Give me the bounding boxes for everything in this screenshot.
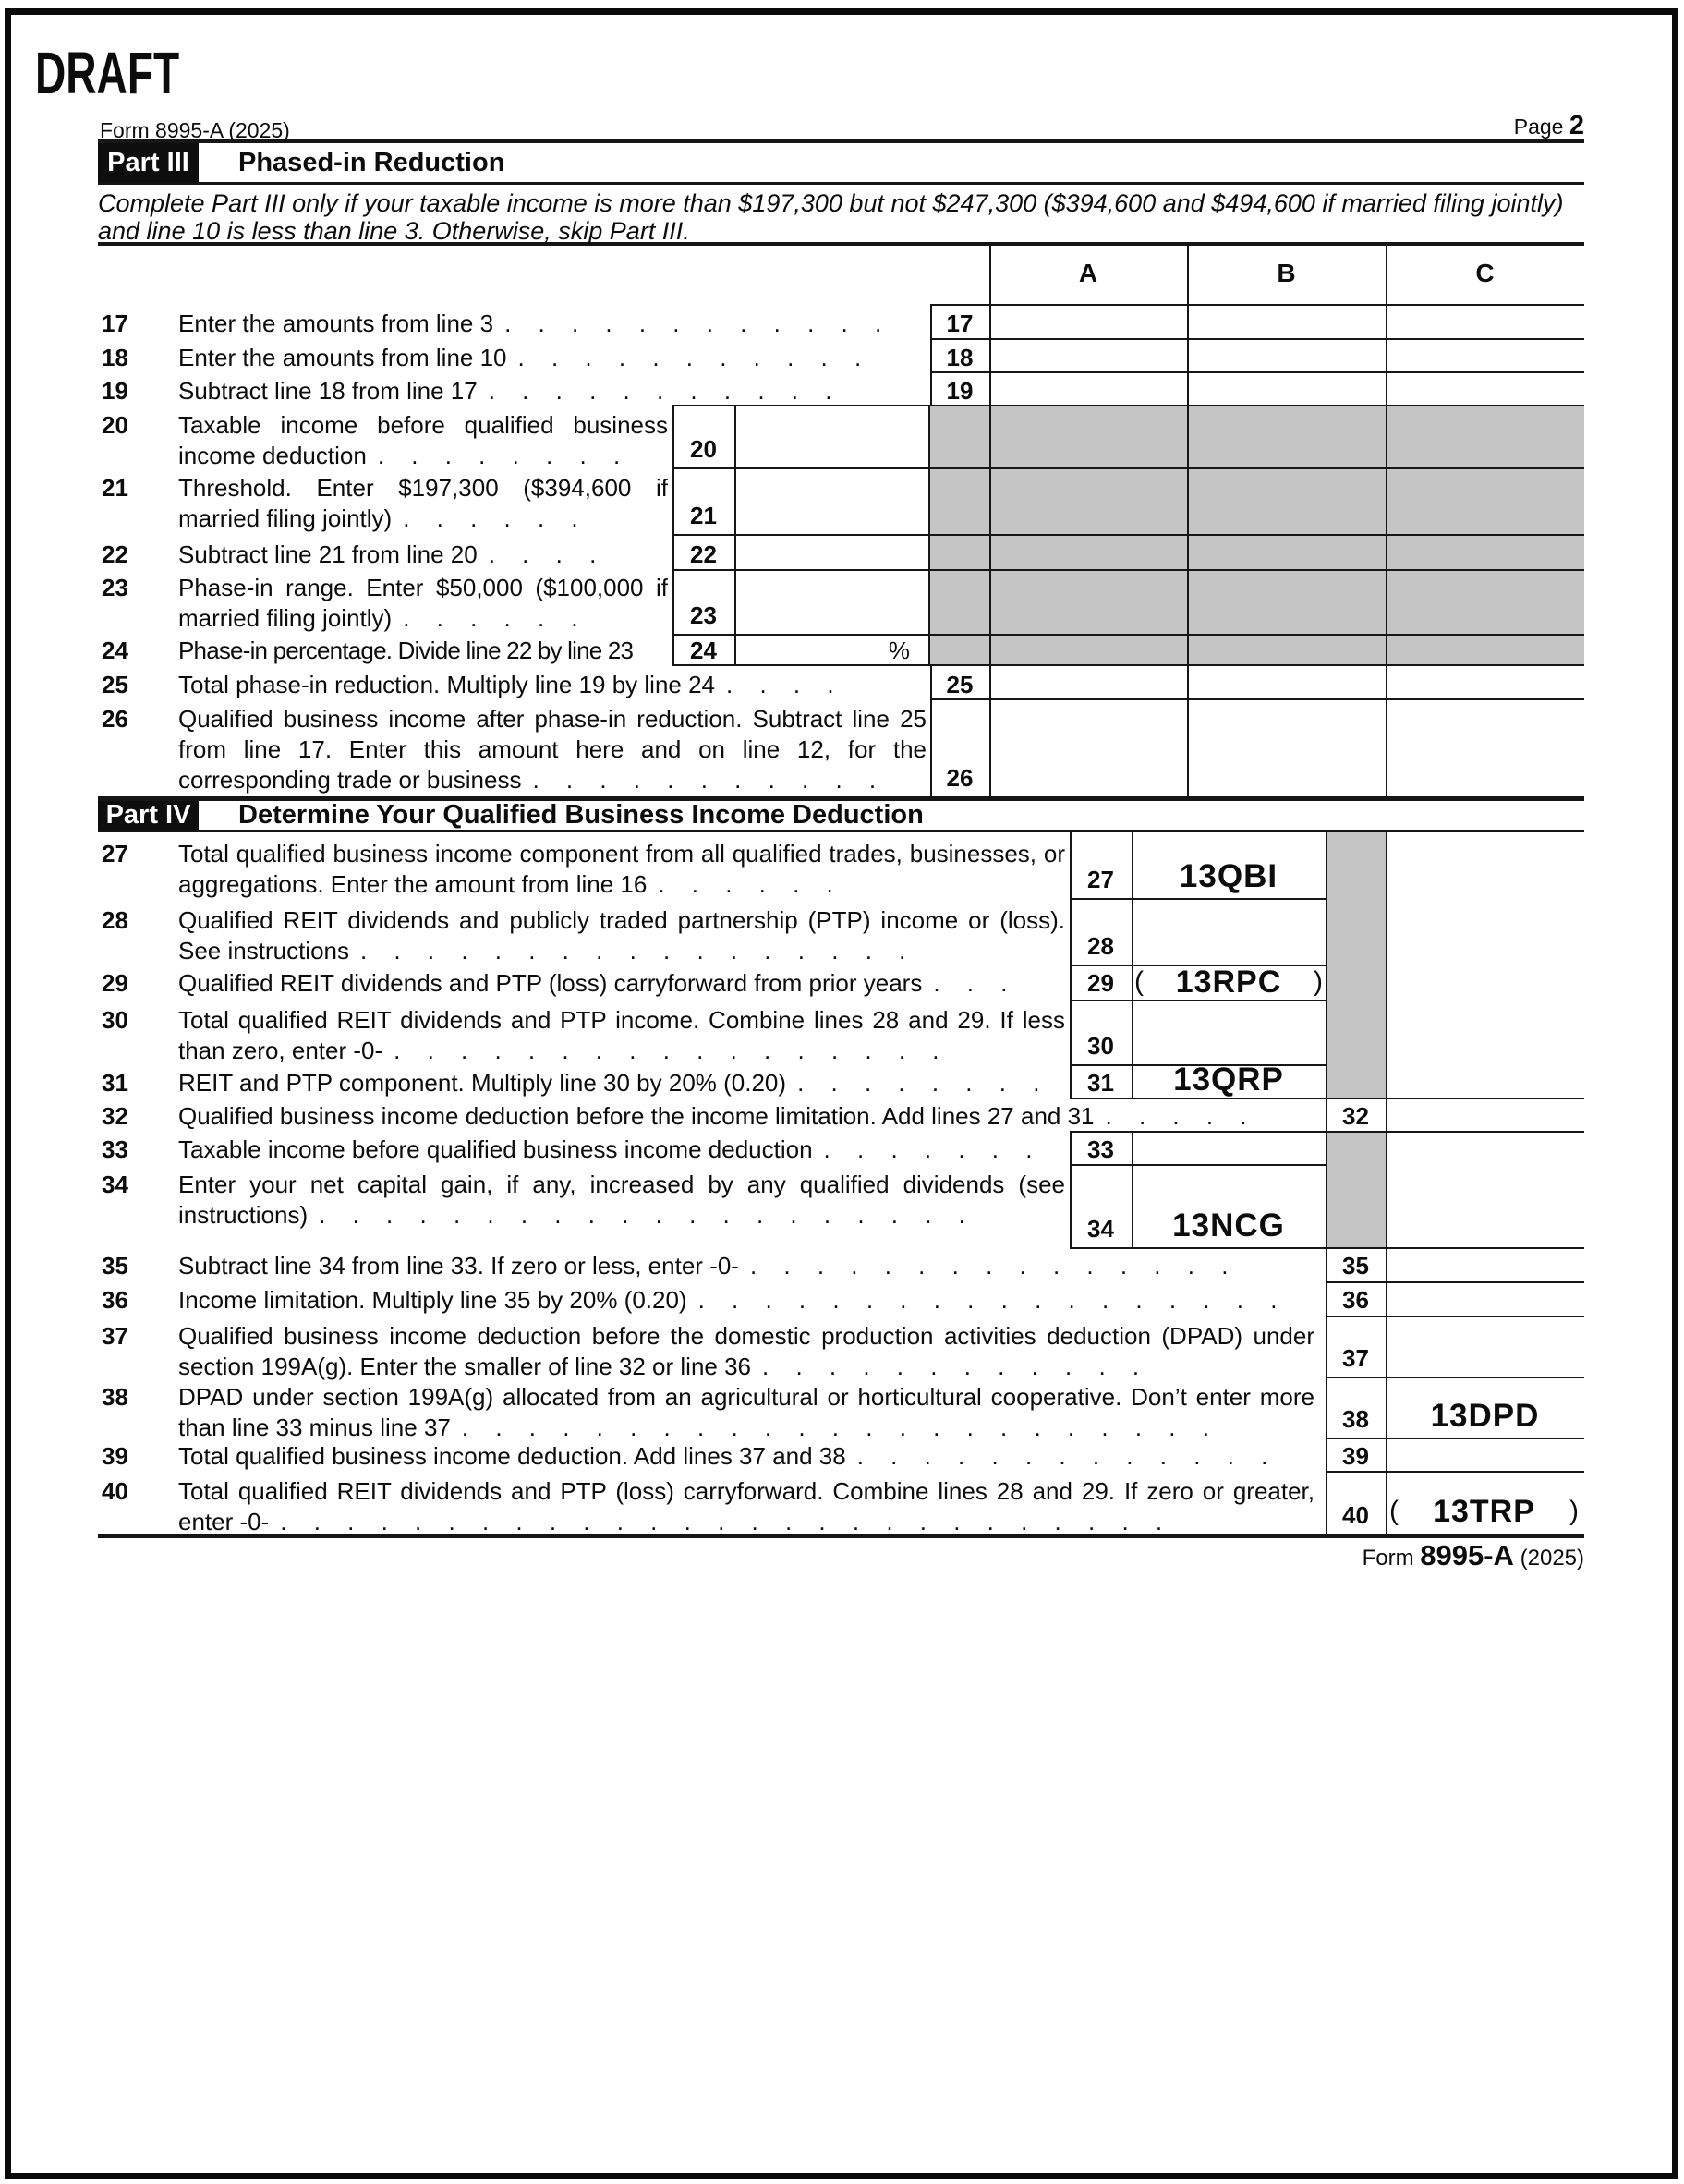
entry-line30 [1132,1001,1326,1062]
grid-line [672,467,1584,469]
part4-label: Part IV [98,801,199,830]
cell-line25-colA [989,666,1187,697]
line24-box-number: 24 [690,637,717,664]
cell-line26-colC [1386,700,1584,795]
line21-number: 21 [102,474,128,502]
line28-box-number: 28 [1087,932,1114,960]
grid-line [930,698,1584,700]
line40-description: Total qualified REIT dividends and PTP (loss) carryforward. Combine lines 28 and 29. If zero or greater, enter -0- . . . . . . . . . . . . . . . . . . . . . . . . . . . [178,1477,1314,1535]
footer-form-number: 8995-A [1420,1539,1514,1571]
line40-open-paren: ( [1389,1496,1399,1526]
line36-box-number: 36 [1342,1286,1369,1314]
grid-line [1070,898,1326,900]
line25-box-number: 25 [946,671,974,698]
grid-line [928,405,930,664]
cell-line17-colC [1386,306,1584,336]
grid-line [1326,1438,1584,1439]
cell-line19-colA [989,373,1187,403]
grid-line [1187,405,1189,664]
grid-line [1386,304,1387,405]
line30-description: Total qualified REIT dividends and PTP income. Combine lines 28 and 29. If less than zero, enter -0- . . . . . . . . . . . . . . . . . [178,1006,1065,1064]
line22-description: Subtract line 21 from line 20 . . . . [178,540,607,568]
footer-form-word: Form [1362,1546,1414,1571]
cell-line17-colB [1187,306,1386,336]
line29-open-paren: ( [1134,966,1144,997]
entry-line32 [1386,1099,1584,1129]
line24-number: 24 [102,637,128,664]
entry-line28 [1132,900,1326,963]
line21-description: Threshold. Enter $197,300 ($394,600 if married filing jointly) . . . . . . [178,474,668,532]
line18-number: 18 [102,344,128,371]
line23-description: Phase-in range. Enter $50,000 ($100,000 if married filing jointly) . . . . . . [178,574,668,632]
footer-year: (2025) [1520,1546,1584,1571]
grid-line [1187,664,1189,796]
line38-box-number: 38 [1342,1405,1369,1433]
line19-number: 19 [102,377,128,405]
line25-description: Total phase-in reduction. Multiply line 19 by line 24 . . . . [178,671,844,698]
cell-line18-colC [1386,340,1584,370]
line32-description: Qualified business income deduction before the income limitation. Add lines 27 and 31 . . . . . [178,1102,1257,1130]
grid-line [1386,664,1387,796]
line40-box-number: 40 [1342,1501,1369,1529]
line31-box-number: 31 [1087,1069,1114,1097]
line18-description: Enter the amounts from line 10 . . . . . . . . . . . [178,344,872,371]
entry-line36 [1386,1283,1584,1314]
line35-box-number: 35 [1342,1252,1369,1280]
page-number: 2 [1569,111,1584,140]
line28-number: 28 [102,906,128,934]
grid-line [989,304,991,405]
grid-line [1326,1316,1584,1317]
part4-title: Determine Your Qualified Business Income Deduction [238,800,924,830]
part3-label: Part III [98,143,199,182]
line25-number: 25 [102,671,128,698]
line36-description: Income limitation. Multiply line 35 by 20% (0.20) . . . . . . . . . . . . . . . . . . [178,1286,1288,1314]
line31-entry-value: 13QRP [1173,1062,1284,1098]
draft-watermark: DRAFT [35,40,180,106]
grid-line [1386,405,1387,664]
grid-line [672,534,1584,536]
column-header-c: C [1475,259,1495,287]
line37-box-number: 37 [1342,1344,1369,1372]
page-label: Page [1513,115,1564,139]
cell-line19-colB [1187,373,1386,403]
entry-line20 [734,406,928,466]
line19-description: Subtract line 18 from line 17 . . . . . . . . . . . [178,377,842,405]
entry-line23 [734,571,928,632]
cell-line25-colC [1386,666,1584,697]
line29-description: Qualified REIT dividends and PTP (loss) carryforward from prior years . . . [178,969,1018,997]
form-id: Form 8995-A (2025) [100,118,290,142]
line30-number: 30 [102,1006,128,1034]
line17-box-number: 17 [946,309,974,337]
line40-entry-value [1389,1493,1579,1530]
cell-line18-colA [989,340,1187,370]
line27-entry-value: 13QBI [1179,858,1278,894]
line19-box-number: 19 [946,377,974,405]
line21-box-number: 21 [690,502,717,529]
line17-description: Enter the amounts from line 3 . . . . . . . . . . . . [178,309,892,337]
part3-instructions-line2: and line 10 is less than line 3. Otherwise, skip Part III. [98,217,690,245]
part3-title: Phased-in Reduction [238,147,505,177]
form-footer [1062,1539,1584,1572]
line38-entry-value: 13DPD [1430,1398,1540,1434]
grid-line [1326,1281,1584,1283]
line34-box-number: 34 [1087,1215,1114,1243]
line40-entry-code: 13TRP [1433,1493,1535,1529]
line20-box-number: 20 [690,435,717,463]
cell-line26-colB [1187,700,1386,795]
entry-line35 [1386,1249,1584,1280]
line39-box-number: 39 [1342,1442,1369,1470]
entry-line22 [734,536,928,567]
cell-line25-colB [1187,666,1386,697]
line34-description: Enter your net capital gain, if any, increased by any qualified dividends (see instructions) . . . . . . . . . . . . . . . . . . . . [178,1171,1065,1229]
shaded-region [1326,831,1386,1098]
grid-line [930,304,1584,306]
line23-number: 23 [102,574,128,601]
line38-number: 38 [102,1383,128,1411]
line34-number: 34 [102,1171,128,1198]
line37-number: 37 [102,1322,128,1350]
part3-instructions-line1: Complete Part III only if your taxable income is more than $197,300 but not $247,300 ($394,600 and $494,600 if married filing jointly) [98,189,1564,217]
line22-box-number: 22 [690,540,717,568]
line40-number: 40 [102,1477,128,1505]
page-indicator [1339,111,1584,141]
line26-number: 26 [102,705,128,733]
line22-number: 22 [102,540,128,568]
line29-box-number: 29 [1087,969,1114,997]
line35-description: Subtract line 34 from line 33. If zero or less, enter -0- . . . . . . . . . . . . . . . [178,1252,1239,1280]
line27-number: 27 [102,840,128,868]
line33-description: Taxable income before qualified business income deduction . . . . . . . [178,1135,1043,1163]
line32-number: 32 [102,1102,128,1130]
entry-line33 [1132,1133,1326,1162]
line31-number: 31 [102,1069,128,1097]
line31-description: REIT and PTP component. Multiply line 30 by 20% (0.20) . . . . . . . . [178,1069,1050,1097]
column-header-b: B [1277,259,1296,287]
line24-description: Phase-in percentage. Divide line 22 by line 23 [178,637,634,664]
line27-box-number: 27 [1087,866,1114,893]
entry-line39 [1386,1439,1584,1469]
line38-description: DPAD under section 199A(g) allocated from an agricultural or horticultural cooperative. Don’t enter more than line 33 minus line 37 . . . . . . . . . . . . . . . . . . . . . . . [178,1383,1314,1441]
part3-header [98,143,1584,185]
grid-line [1326,1377,1584,1378]
line29-number: 29 [102,969,128,997]
line39-description: Total qualified business income deduction. Add lines 37 and 38 . . . . . . . . . . . . . [178,1442,1278,1470]
grid-line [672,569,1584,571]
line33-number: 33 [102,1135,128,1163]
grid-line [1187,304,1189,405]
line37-description: Qualified business income deduction before the domestic production activities deduction (DPAD) under section 199A(g). Enter the smaller of line 32 or line 36 . . . . . . . . . . . . [178,1322,1314,1380]
grid-line [989,405,991,664]
grid-line [930,371,1584,373]
line40-close-paren: ) [1569,1496,1579,1526]
line39-number: 39 [102,1442,128,1470]
line29-entry-value [1134,965,1323,1000]
column-header-a: A [1078,259,1098,287]
grid-line [989,664,991,796]
cell-line18-colB [1187,340,1386,370]
line20-description: Taxable income before qualified business income deduction . . . . . . . . [178,411,668,469]
line36-number: 36 [102,1286,128,1314]
line27-description: Total qualified business income component from all qualified trades, businesses, or aggregations. Enter the amount from line 16 . . . . . . [178,840,1065,898]
cell-line19-colC [1386,373,1584,403]
line35-number: 35 [102,1252,128,1280]
line33-box-number: 33 [1087,1135,1114,1163]
line34-entry-value: 13NCG [1172,1207,1285,1244]
line20-number: 20 [102,411,128,439]
cell-line26-colA [989,700,1187,795]
line28-description: Qualified REIT dividends and publicly traded partnership (PTP) income or (loss). See instructions . . . . . . . . . . . . . . . . . [178,906,1065,965]
entry-line37 [1386,1317,1584,1375]
entry-line21 [734,469,928,532]
shaded-region [1326,1131,1386,1247]
line32-box-number: 32 [1342,1102,1369,1130]
line26-description: Qualified business income after phase-in reduction. Subtract line 25 from line 17. Enter this amount here and on line 12, for the corresponding trade or business . . . . . . . . . . . [178,705,927,794]
part4-header [98,801,1584,832]
line18-box-number: 18 [946,344,974,371]
line24-percent-sign: % [888,637,910,664]
line23-box-number: 23 [690,601,717,629]
cell-line17-colA [989,306,1187,336]
line26-box-number: 26 [946,764,974,792]
line30-box-number: 30 [1087,1032,1114,1060]
grid-line [734,405,736,664]
line29-entry-code: 13RPC [1175,964,1282,1000]
line29-close-paren: ) [1313,966,1323,997]
line17-number: 17 [102,309,128,337]
grid-line [930,338,1584,340]
